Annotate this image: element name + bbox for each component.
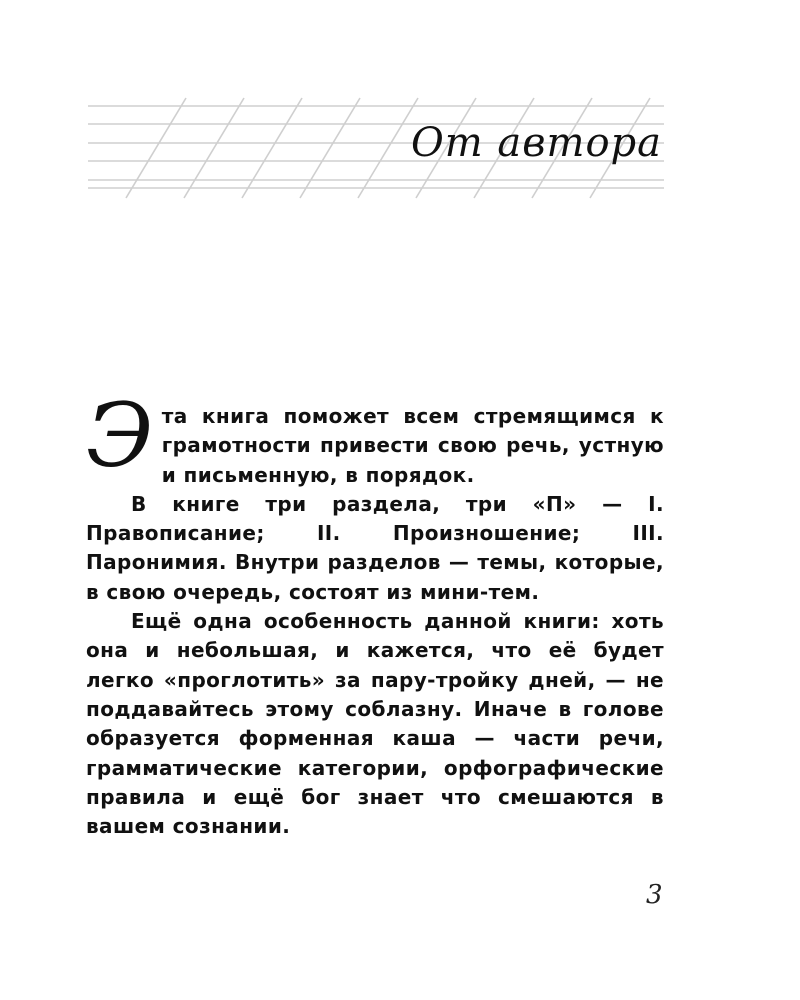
slant-line (358, 98, 418, 198)
paragraph-1 (86, 372, 664, 490)
slant-line (300, 98, 360, 198)
section-title: От автора (410, 120, 662, 166)
paragraph-3: Ещё одна особенность данной книги: хоть она и небольшая, и кажется, что её будет легко «проглотить» за пару-тройку дней, — не поддавайтесь этому соблазну. Иначе в голове образуется форменная каша — части речи, грамматические категории, орфографические правила и ещё бог знает что смешаются в вашем сознании. (86, 609, 664, 839)
slant-line (242, 98, 302, 198)
body-text (86, 372, 664, 841)
slant-line (126, 98, 186, 198)
paragraph-2: В книге три раздела, три «П» — I. Правописание; II. Произношение; III. Паронимия. Внутри разделов — темы, которые, в свою очередь, состоят из мини-тем. (86, 491, 664, 604)
page-number: 3 (646, 880, 663, 910)
paragraph-1-text: та книга поможет всем стремящимся к грамотности привести свою речь, устную и письменную, в порядок. (161, 404, 664, 487)
calligraphy-ruled-lines (0, 0, 800, 220)
drop-cap: Э (86, 384, 154, 487)
slant-line (184, 98, 244, 198)
